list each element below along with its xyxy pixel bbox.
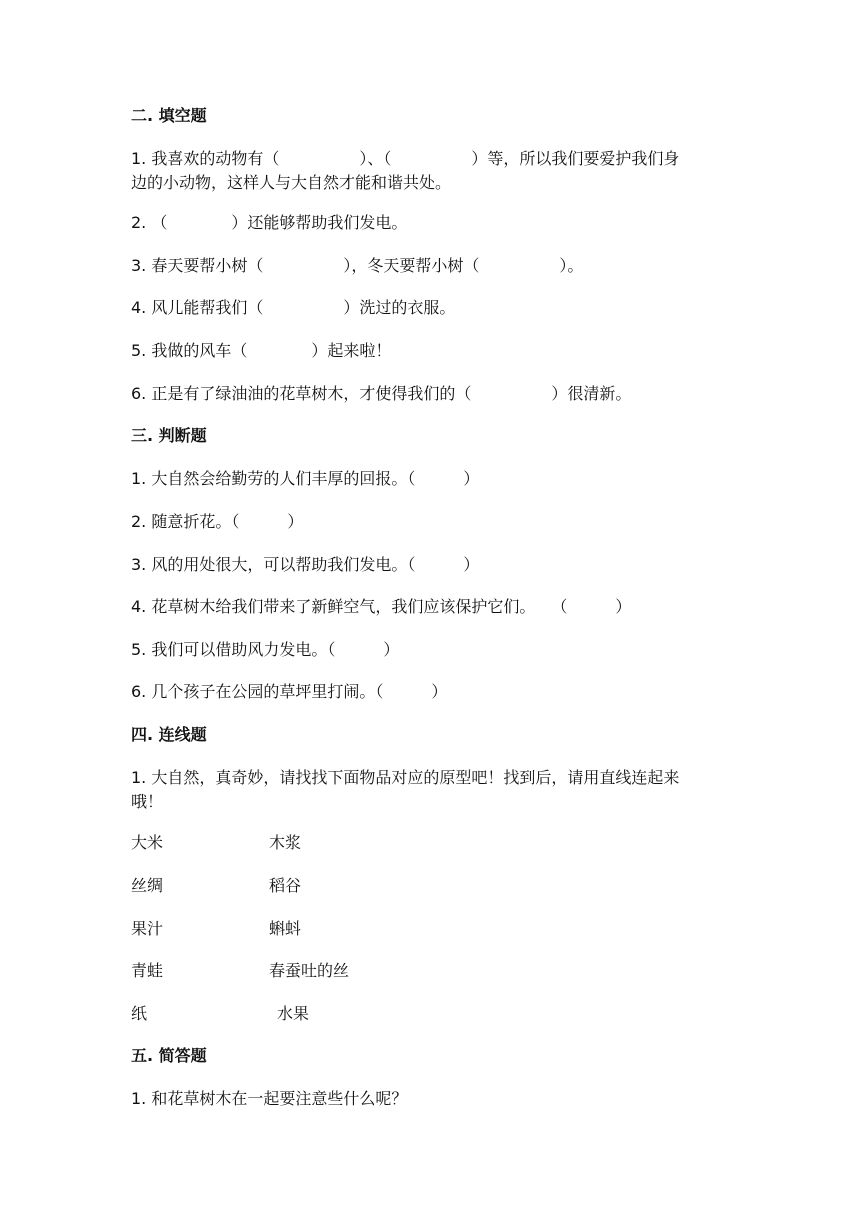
matching-left-item: 丝绸 <box>131 876 164 895</box>
matching-left-item: 纸 <box>131 1004 148 1023</box>
matching-right-item: 稻谷 <box>269 876 302 895</box>
matching-left-item: 果汁 <box>131 919 164 938</box>
fill-blank-q3: 3. 春天要帮小树（ ），冬天要帮小树（ ）。 <box>131 256 584 275</box>
matching-left-item: 青蛙 <box>131 961 164 980</box>
section-title-matching: 四. 连线题 <box>131 725 207 744</box>
matching-right-item: 木浆 <box>269 833 302 852</box>
true-false-q1: 1. 大自然会给勤劳的人们丰厚的回报。（ ） <box>131 469 480 488</box>
fill-blank-q1-line2: 边的小动物，这样人与大自然才能和谐共处。 <box>131 173 452 192</box>
true-false-q4: 4. 花草树木给我们带来了新鲜空气，我们应该保护它们。 （ ） <box>131 597 632 616</box>
matching-left-item: 大米 <box>131 833 164 852</box>
section-title-short-answer: 五. 简答题 <box>131 1046 207 1065</box>
section-title-fill-blank: 二. 填空题 <box>131 106 207 125</box>
matching-right-item: 水果 <box>277 1004 310 1023</box>
fill-blank-q1-line1: 1. 我喜欢的动物有（ ）、（ ）等，所以我们要爱护我们身 <box>131 149 680 168</box>
fill-blank-q2: 2. （ ）还能够帮助我们发电。 <box>131 213 408 232</box>
matching-right-item: 春蚕吐的丝 <box>269 961 350 980</box>
true-false-q2: 2. 随意折花。（ ） <box>131 512 304 531</box>
section-title-true-false: 三. 判断题 <box>131 426 207 445</box>
matching-q1-line1: 1. 大自然，真奇妙，请找找下面物品对应的原型吧！找到后，请用直线连起来 <box>131 768 680 787</box>
true-false-q3: 3. 风的用处很大，可以帮助我们发电。（ ） <box>131 555 480 574</box>
fill-blank-q4: 4. 风儿能帮我们（ ）洗过的衣服。 <box>131 298 456 317</box>
true-false-q6: 6. 几个孩子在公园的草坪里打闹。（ ） <box>131 682 448 701</box>
fill-blank-q5: 5. 我做的风车（ ）起来啦！ <box>131 341 392 360</box>
true-false-q5: 5. 我们可以借助风力发电。（ ） <box>131 640 400 659</box>
short-answer-q1: 1. 和花草树木在一起要注意些什么呢？ <box>131 1089 408 1108</box>
matching-q1-line2: 哦！ <box>131 792 164 811</box>
fill-blank-q6: 6. 正是有了绿油油的花草树木，才使得我们的（ ）很清新。 <box>131 384 632 403</box>
matching-right-item: 蝌蚪 <box>269 919 302 938</box>
